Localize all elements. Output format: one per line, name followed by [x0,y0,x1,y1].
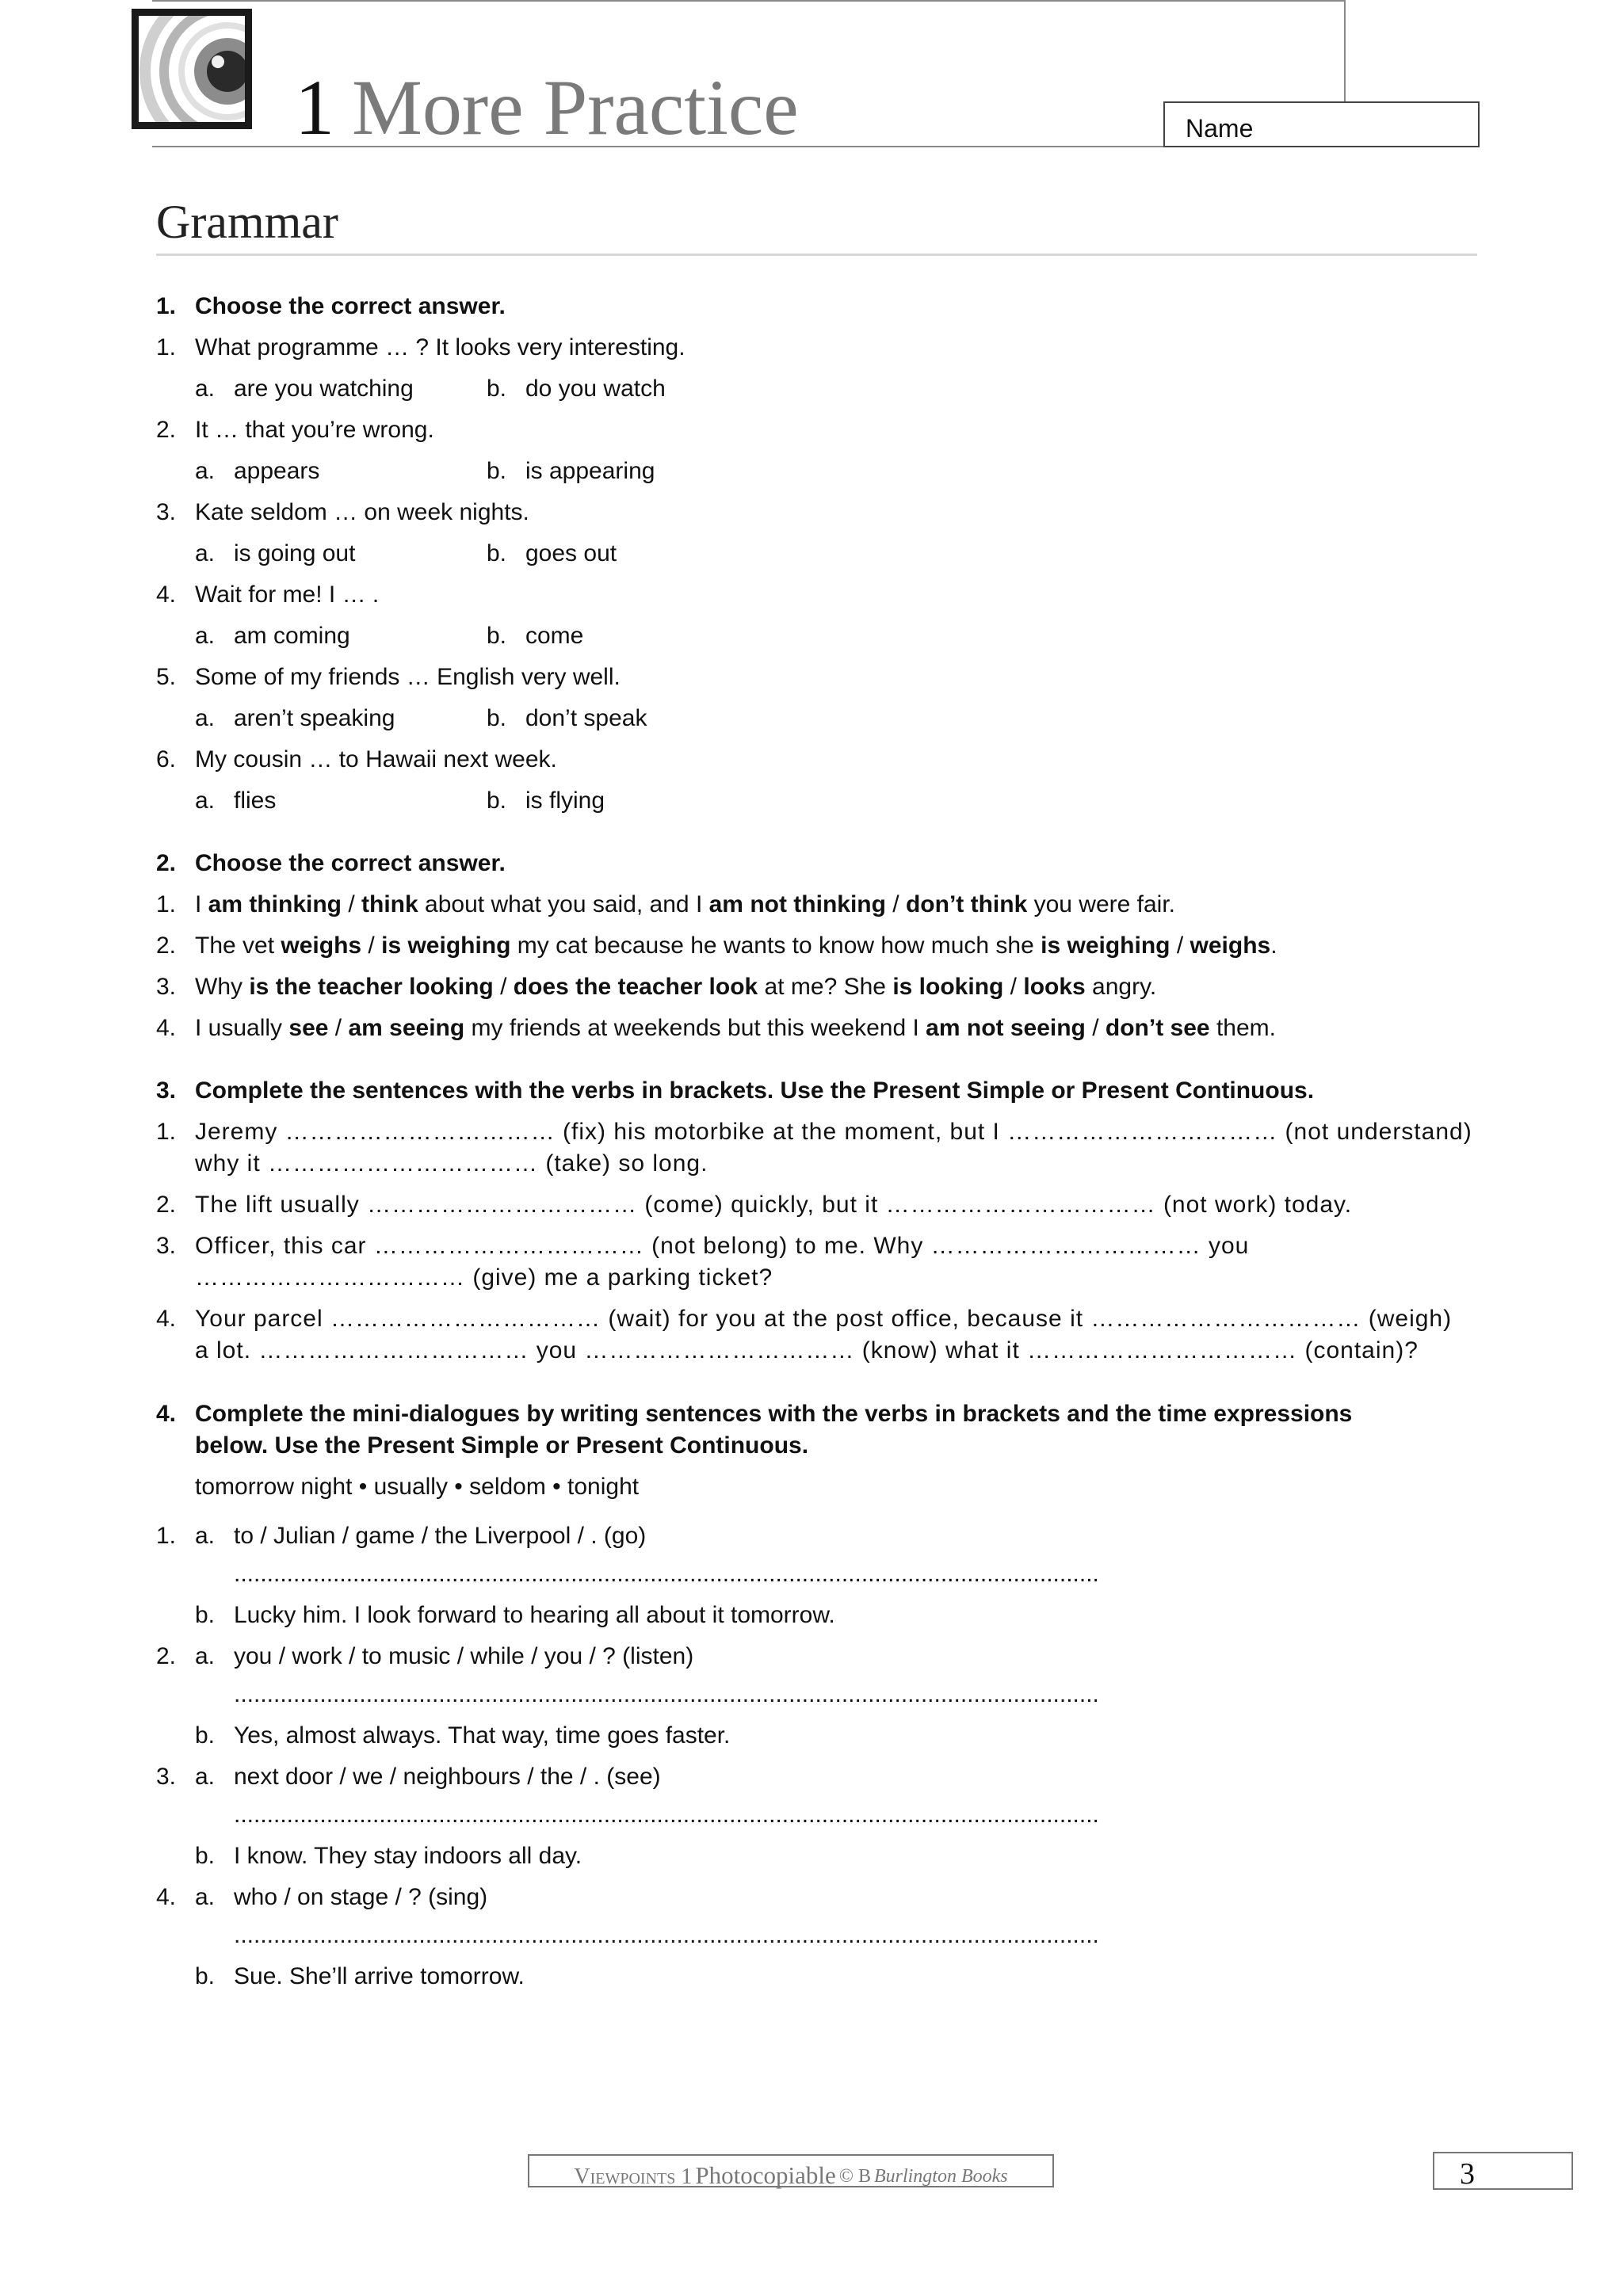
dialogue-a-prompt: who / on stage / ? (sing) [234,1884,488,1910]
choice-option[interactable]: think [361,891,418,917]
sentence-text: / [885,891,906,917]
exercise-instruction: Choose the correct answer. [195,293,506,319]
item-number: 1. [156,891,177,917]
option-a-label: a. [195,376,216,402]
footer-publisher: Burlington Books [873,2166,1008,2187]
option-a-text[interactable]: am coming [234,623,350,649]
dialogue-b-label: b. [195,1602,216,1628]
footer-credit [528,2154,1054,2187]
question-text: It … that you’re wrong. [195,417,434,443]
item-number: 4. [156,1306,177,1332]
dialogue-b-text: Lucky him. I look forward to hearing all about it tomorrow. [234,1602,835,1628]
item-number: 1. [156,334,177,360]
sentence-text: I usually [195,1015,289,1041]
item-number: 6. [156,746,177,772]
item-number: 4. [156,582,177,608]
sentence[interactable] [195,975,1156,999]
sentence[interactable] [195,893,1175,917]
question-text: Kate seldom … on week nights. [195,499,529,525]
option-b-text[interactable]: is appearing [525,458,655,484]
sentence-line[interactable]: a lot. …………………………… you …………………………… (know) what it …………………………… (contain)? [195,1337,1419,1363]
choice-option[interactable]: is looking [892,974,1004,1000]
option-a-text[interactable]: aren’t speaking [234,705,395,731]
item-number: 3. [156,499,177,525]
sentence-text: you were fair. [1027,891,1176,917]
exercise-number: 3. [156,1077,177,1104]
exercise-number: 4. [156,1401,177,1427]
exercise-instruction-cont: below. Use the Present Simple or Present Continuous. [195,1432,809,1459]
option-b-text[interactable]: don’t speak [525,705,647,731]
sentence-text: about what you said, and I [418,891,709,917]
option-b-label: b. [487,376,507,402]
option-b-label: b. [487,705,507,731]
question-text: Some of my friends … English very well. [195,664,621,690]
option-b-text[interactable]: is flying [525,788,605,814]
option-b-text[interactable]: goes out [525,540,617,566]
dialogue-a-label: a. [195,1884,216,1910]
option-a-text[interactable]: flies [234,788,277,814]
dialogue-a-label: a. [195,1764,216,1790]
sentence-text: I [195,891,208,917]
sentence-text: / [1170,933,1190,959]
unit-number: 1 [295,63,334,151]
choice-option[interactable]: does the teacher look [513,974,758,1000]
sentence-text: / [1003,974,1024,1000]
option-a-label: a. [195,458,216,484]
choice-option[interactable]: weighs [281,933,362,959]
item-number: 2. [156,417,177,443]
answer-line[interactable]: ................................................................................................................................... [234,1802,1099,1828]
option-b-label: b. [487,458,507,484]
sentence-text: . [1270,933,1277,959]
choice-option[interactable]: is weighing [381,933,511,959]
footer-book: Viewpoints 1 [574,2164,693,2189]
answer-line[interactable]: ................................................................................................................................... [234,1681,1099,1707]
exercise-number: 1. [156,293,177,319]
dialogue-b-label: b. [195,1722,216,1749]
unit-title [295,63,799,151]
option-a-label: a. [195,705,216,731]
dialogue-a-prompt: next door / we / neighbours / the / . (see) [234,1764,661,1790]
sentence-text: / [342,891,362,917]
question-text: Wait for me! I … . [195,582,380,608]
sentence-line[interactable]: why it …………………………… (take) so long. [195,1150,708,1177]
section-rule [156,254,1477,256]
question-text: My cousin … to Hawaii next week. [195,746,557,772]
option-a-label: a. [195,540,216,566]
choice-option[interactable]: is the teacher looking [249,974,494,1000]
exercise-instruction: Complete the sentences with the verbs in brackets. Use the Present Simple or Present Continuous. [195,1077,1315,1104]
sentence-text: Why [195,974,250,1000]
header-right-rule [1344,0,1346,101]
item-number: 2. [156,933,177,959]
name-label: Name [1186,114,1254,143]
choice-option[interactable]: am thinking [208,891,342,917]
sentence-line[interactable]: Your parcel …………………………… (wait) for you at the post office, because it …………………………… (weigh) [195,1306,1453,1332]
option-b-text[interactable]: do you watch [525,376,666,402]
choice-option[interactable]: looks [1023,974,1086,1000]
option-b-label: b. [487,788,507,814]
page-number: 3 [1460,2157,1475,2191]
choice-option[interactable]: am not thinking [708,891,886,917]
viewpoints-logo-icon [132,9,252,129]
item-number: 2. [156,1643,177,1669]
sentence-line[interactable]: …………………………… (give) me a parking ticket? [195,1264,773,1291]
item-number: 4. [156,1884,177,1910]
sentence-line[interactable]: Officer, this car …………………………… (not belong) to me. Why …………………………… you [195,1233,1250,1259]
dialogue-b-label: b. [195,1843,216,1869]
option-a-text[interactable]: are you watching [234,376,414,402]
sentence-text: The vet [195,933,281,959]
option-b-label: b. [487,623,507,649]
dialogue-b-text: I know. They stay indoors all day. [234,1843,582,1869]
item-number: 4. [156,1015,177,1041]
sentence-text: at me? She [758,974,893,1000]
dialogue-b-text: Yes, almost always. That way, time goes faster. [234,1722,731,1749]
header-top-rule [152,0,1345,2]
item-number: 1. [156,1119,177,1145]
sentence-text: / [328,1015,349,1041]
item-number: 2. [156,1192,177,1218]
sentence-text: angry. [1085,974,1157,1000]
item-number: 3. [156,1233,177,1259]
page-number-box [1433,2152,1573,2190]
option-a-text[interactable]: appears [234,458,320,484]
exercise-instruction: Choose the correct answer. [195,850,506,876]
option-b-text[interactable]: come [525,623,584,649]
sentence[interactable] [195,934,1277,958]
footer-copyright: © B [838,2166,871,2187]
item-number: 3. [156,974,177,1000]
option-b-label: b. [487,540,507,566]
item-number: 3. [156,1764,177,1790]
dialogue-b-label: b. [195,1963,216,1989]
sentence-line[interactable]: The lift usually …………………………… (come) quickly, but it …………………………… (not work) today. [195,1192,1353,1218]
choice-option[interactable]: am seeing [348,1015,465,1041]
sentence-text: / [361,933,382,959]
answer-line[interactable]: ................................................................................................................................... [234,1561,1099,1587]
option-a-text[interactable]: is going out [234,540,356,566]
dialogue-a-prompt: you / work / to music / while / you / ? (listen) [234,1643,694,1669]
choice-option[interactable]: don’t see [1105,1015,1210,1041]
sentence-text: my cat because he wants to know how much she [510,933,1041,959]
sentence-text: my friends at weekends but this weekend I [464,1015,926,1041]
sentence-text: / [493,974,514,1000]
sentence[interactable] [195,1016,1276,1040]
footer-photocopiable: Photocopiable [695,2161,836,2189]
question-text: What programme … ? It looks very interesting. [195,334,685,360]
dialogue-a-label: a. [195,1643,216,1669]
sentence-line[interactable]: Jeremy …………………………… (fix) his motorbike at the moment, but I …………………………… (not understand) [195,1119,1472,1145]
dialogue-b-text: Sue. She’ll arrive tomorrow. [234,1963,525,1989]
item-number: 5. [156,664,177,690]
choice-option[interactable]: am not seeing [926,1015,1086,1041]
dialogue-a-label: a. [195,1523,216,1549]
page-title: More Practice [352,63,799,151]
exercise-instruction: Complete the mini-dialogues by writing sentences with the verbs in brackets and the time expressions [195,1401,1353,1427]
dialogue-a-prompt: to / Julian / game / the Liverpool / . (go) [234,1523,647,1549]
choice-option[interactable]: see [288,1015,329,1041]
item-number: 1. [156,1523,177,1549]
name-field[interactable] [1163,101,1480,147]
choice-option[interactable]: is weighing [1041,933,1170,959]
time-expressions: tomorrow night • usually • seldom • tonight [195,1474,640,1500]
choice-option[interactable]: weighs [1190,933,1271,959]
sentence-text: / [1085,1015,1106,1041]
option-a-label: a. [195,788,216,814]
choice-option[interactable]: don’t think [905,891,1028,917]
section-title: Grammar [156,196,338,248]
option-a-label: a. [195,623,216,649]
sentence-text: them. [1209,1015,1276,1041]
exercise-number: 2. [156,850,177,876]
answer-line[interactable]: ................................................................................................................................... [234,1922,1099,1948]
